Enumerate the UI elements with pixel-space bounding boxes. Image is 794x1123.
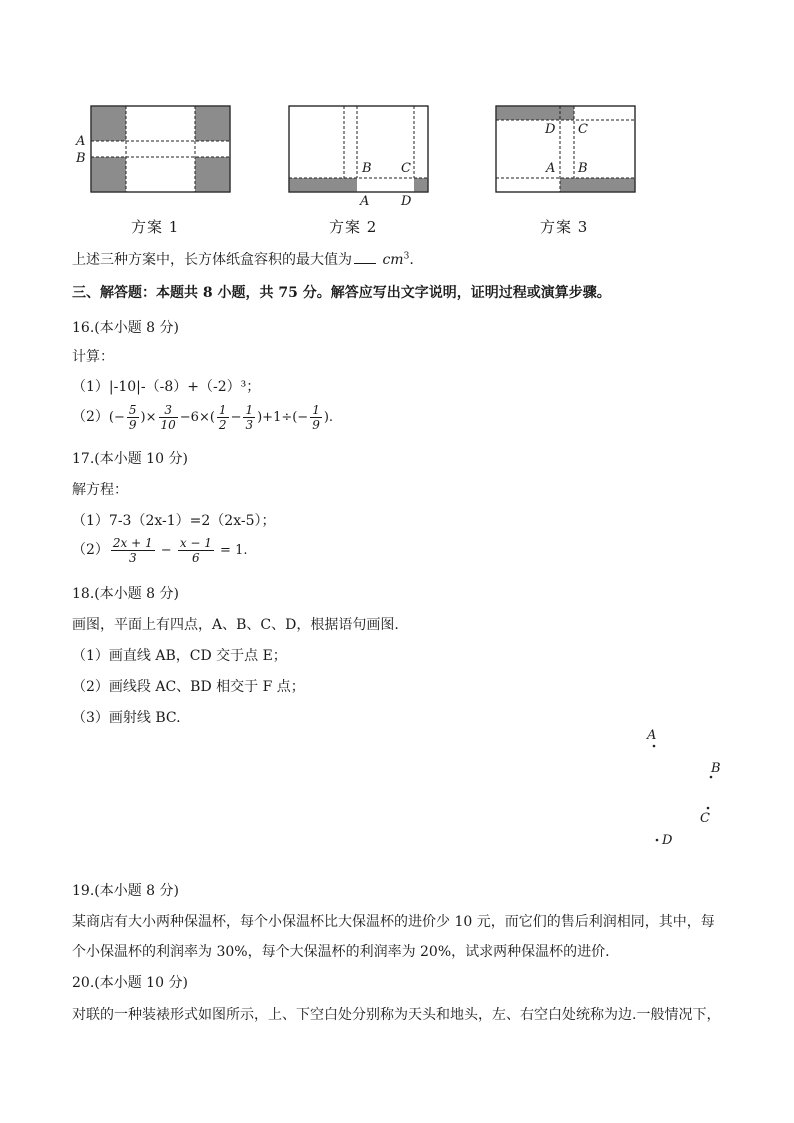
point-c-dot xyxy=(707,807,710,810)
q15-text: 上述三种方案中，长方体纸盒容积的最大值为 xyxy=(72,252,352,268)
plan-3-caption: 方案 3 xyxy=(540,218,589,236)
q18-points-figure xyxy=(640,725,730,855)
plan2-label-c: C xyxy=(401,161,411,176)
q17-intro: 解方程： xyxy=(72,482,128,498)
q15-answer-line xyxy=(72,249,414,269)
q15-unit-sup: 3 xyxy=(403,251,410,262)
plan3-label-a: A xyxy=(546,161,556,176)
q20-header: 20.(本小题 10 分) xyxy=(72,975,188,991)
q16-item-2-label: （2） xyxy=(72,409,109,425)
point-a-dot xyxy=(653,745,656,748)
q15-unit: cm xyxy=(382,252,404,268)
point-d-label: D xyxy=(662,833,673,848)
q16-intro: 计算： xyxy=(72,349,114,365)
q17-header: 17.(本小题 10 分) xyxy=(72,451,188,467)
plan2-label-b: B xyxy=(362,161,372,176)
plan-2-diagram xyxy=(289,106,428,192)
q17-item-2 xyxy=(72,536,247,565)
plan1-label-b: B xyxy=(76,151,86,166)
q20-line-1: 对联的一种装裱形式如图所示，上、下空白处分别称为天头和地头，左、右空白处统称为边.一般情况下， xyxy=(72,1007,721,1023)
plan-1-diagram xyxy=(91,106,230,192)
q19-line-1: 某商店有大小两种保温杯，每个小保温杯比大保温杯的进价少 10 元，而它们的售后利润相同，其中，每 xyxy=(72,914,715,930)
q17-item-2-label: （2） xyxy=(72,542,109,558)
q18-intro: 画图，平面上有四点，A、B、C、D，根据语句画图. xyxy=(72,617,399,633)
plan1-label-a: A xyxy=(76,134,86,149)
point-b-dot xyxy=(710,776,713,779)
plan-1-caption: 方案 1 xyxy=(131,218,180,236)
q19-line-2: 个小保温杯的利润率为 30%，每个大保温杯的利润率为 20%，试求两种保温杯的进价. xyxy=(72,944,610,960)
answer-blank xyxy=(354,263,376,264)
point-d-dot xyxy=(656,839,659,842)
q16-item-2 xyxy=(72,403,333,432)
plan-3-diagram xyxy=(496,106,635,192)
section-3-title: 三、解答题：本题共 8 小题，共 75 分。解答应写出文字说明，证明过程或演算步骤。 xyxy=(72,285,611,301)
q16-header: 16.(本小题 8 分) xyxy=(72,320,179,336)
q18-item-1: （1）画直线 AB，CD 交于点 E； xyxy=(72,648,287,664)
q19-header: 19.(本小题 8 分) xyxy=(72,883,179,899)
plan3-label-b: B xyxy=(578,161,588,176)
q17-item-1: （1）7-3（2x-1）=2（2x-5）； xyxy=(72,513,276,529)
plan3-label-c: C xyxy=(578,122,588,137)
q18-header: 18.(本小题 8 分) xyxy=(72,586,179,602)
q16-expression: (− $\frac{5}{9}$ )× $\frac{3}{10}$ −6×( $\frac{1}{2}$ − $\frac{1}{3}$ )+1÷(− $\frac{1}{9}$ ). xyxy=(108,403,334,432)
q16-item-1: （1）|-10|-（-8）+（-2）³； xyxy=(72,379,261,395)
q18-item-2: （2）画线段 AC、BD 相交于 F 点； xyxy=(72,679,305,695)
plan2-label-d: D xyxy=(401,194,412,209)
q15-end: . xyxy=(409,252,414,268)
plan3-label-d: D xyxy=(545,122,556,137)
point-c-label: C xyxy=(700,811,710,826)
q18-item-3: （3）画射线 BC. xyxy=(72,710,181,726)
q17-equation: $\frac{2x + 1}{3}$ − $\frac{x - 1}{6}$ = 1. xyxy=(112,536,248,565)
point-b-label: B xyxy=(711,761,721,776)
plan2-label-a: A xyxy=(360,194,370,209)
box-plans-figure xyxy=(0,100,794,240)
point-a-label: A xyxy=(647,728,657,743)
plan-2-caption: 方案 2 xyxy=(329,218,378,236)
